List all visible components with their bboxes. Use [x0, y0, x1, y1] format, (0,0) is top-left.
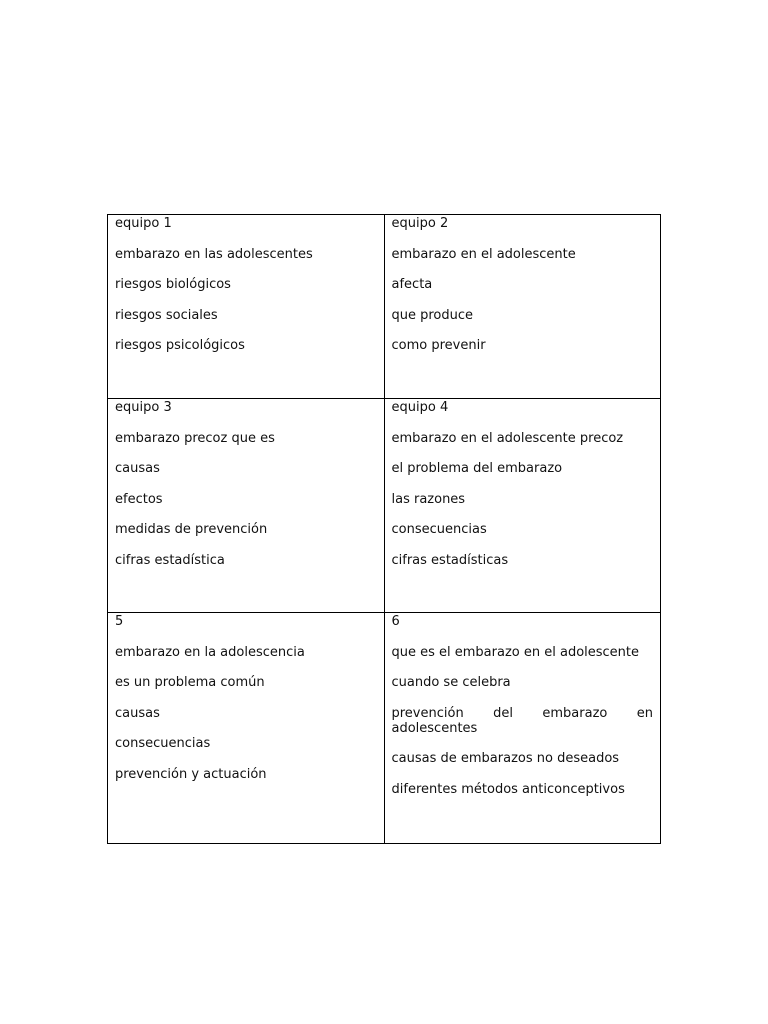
cell-line: prevención y actuación [115, 766, 267, 782]
cell-title: equipo 3 [115, 400, 172, 415]
cell-line: diferentes métodos anticonceptivos [391, 781, 625, 797]
cell-line: prevención del embarazo en adolescentes [391, 705, 653, 736]
cell-line: cifras estadísticas [391, 552, 509, 568]
cell-line: causas [115, 705, 160, 721]
cell-title: equipo 4 [391, 400, 449, 415]
cell-line: es un problema común [115, 675, 265, 690]
cell-line: embarazo en la adolescencia [115, 644, 305, 660]
cell-line: embarazo en el adolescente [391, 246, 576, 262]
cell-line: riesgos biológicos [115, 277, 231, 292]
cell-line: consecuencias [115, 736, 211, 751]
cell-line: consecuencias [391, 522, 487, 537]
cell-line: el problema del embarazo [391, 461, 563, 476]
cell-line: causas [115, 461, 160, 476]
table-cell-equipo-2 [384, 215, 661, 399]
cell-line: embarazo en el adolescente precoz [391, 430, 624, 446]
cell-line: embarazo precoz que es [115, 430, 275, 446]
table-cell-equipo-1 [108, 215, 385, 399]
cell-line: medidas de prevención [115, 522, 268, 537]
table-row [108, 399, 661, 613]
table-cell-5 [108, 613, 385, 844]
cell-title: 5 [115, 614, 124, 629]
cell-title: 6 [391, 614, 400, 629]
cell-line: riesgos sociales [115, 307, 218, 323]
cell-line: riesgos psicológicos [115, 338, 245, 353]
cell-line: embarazo en las adolescentes [115, 246, 313, 262]
cell-line: que produce [391, 307, 474, 323]
cell-line: afecta [391, 277, 433, 292]
cell-line: que es el embarazo en el adolescente [391, 644, 640, 660]
table-row [108, 215, 661, 399]
table-row [108, 613, 661, 844]
table-cell-equipo-4 [384, 399, 661, 613]
cell-title: equipo 2 [391, 216, 449, 231]
cell-line: causas de embarazos no deseados [391, 751, 620, 766]
cell-line: cifras estadística [115, 552, 225, 568]
cell-line: cuando se celebra [391, 675, 511, 690]
cell-line: efectos [115, 491, 163, 507]
cell-title: equipo 1 [115, 216, 172, 231]
topics-table [107, 214, 661, 844]
table-cell-equipo-3 [108, 399, 385, 613]
cell-line: como prevenir [391, 338, 486, 353]
cell-line: las razones [391, 491, 466, 507]
table-cell-6 [384, 613, 661, 844]
